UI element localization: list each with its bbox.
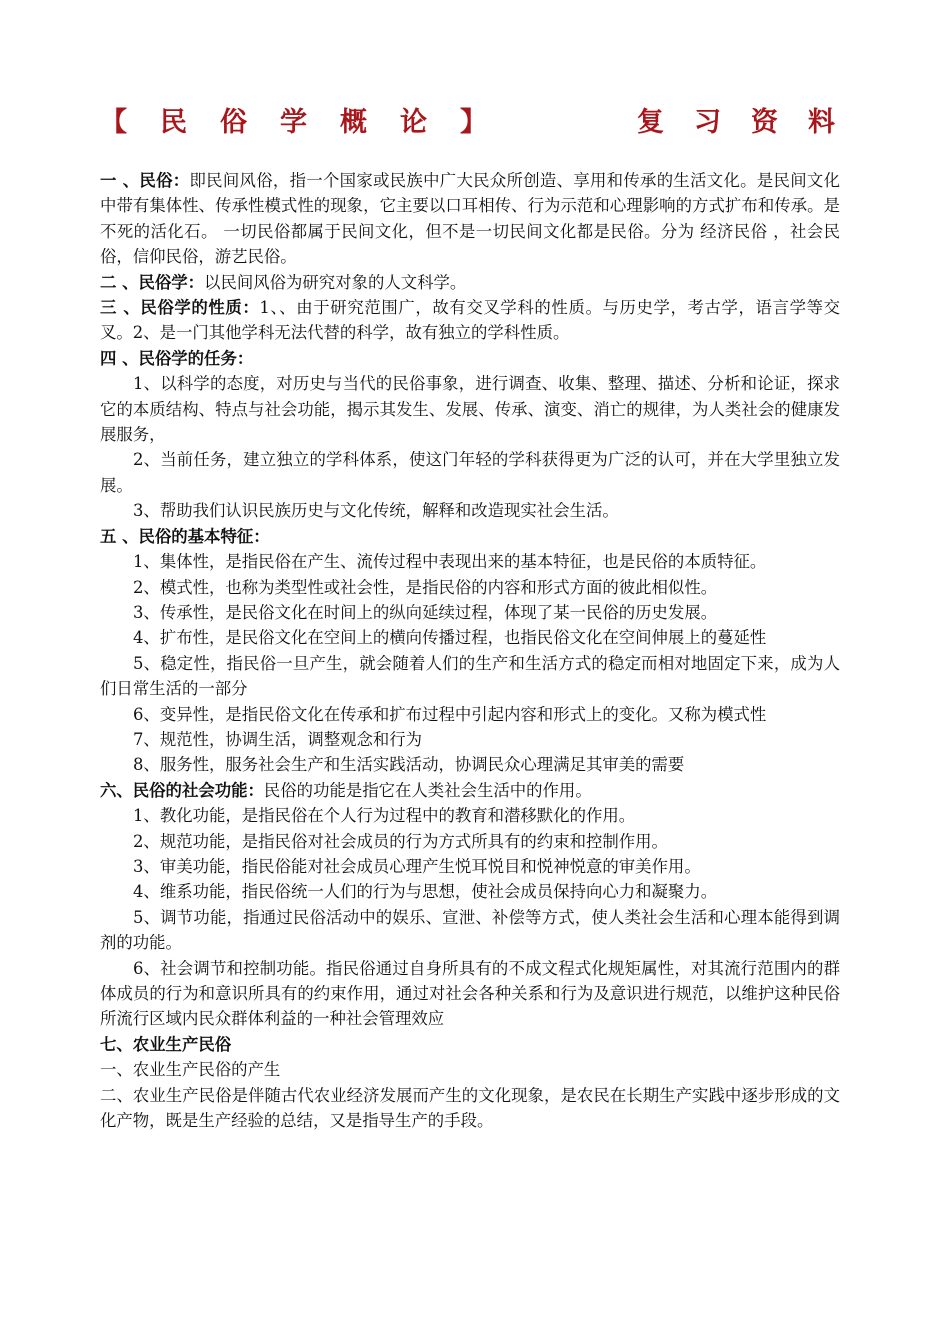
list-item: 8、服务性，服务社会生产和生活实践活动，协调民众心理满足其审美的需要 — [133, 755, 685, 775]
list-item: 4、扩布性，是民俗文化在空间上的横向传播过程，也指民俗文化在空间伸展上的蔓延性 — [133, 628, 767, 648]
list-item: 2、模式性，也称为类型性或社会性，是指民俗的内容和形式方面的彼此相似性。 — [133, 577, 718, 597]
section-3-text: 1、、由于研究范围广，故有交叉学科的性质。与历史学，考古学，语言学等交叉。2、是一门其他学科无法代替的科学，故有独立的学科性质。 — [100, 298, 840, 343]
section-7-heading: 七、农业生产民俗 — [100, 1034, 232, 1054]
section-6-heading: 六、民俗的社会功能： — [100, 780, 264, 800]
list-item: 6、变异性，是指民俗文化在传承和扩布过程中引起内容和形式上的变化。又称为模式性 — [133, 704, 767, 724]
list-item: 7、规范性，协调生活，调整观念和行为 — [133, 729, 423, 749]
section-2-text: 以民间风俗为研究对象的人文科学。 — [204, 272, 467, 292]
list-item: 1、教化功能，是指民俗在个人行为过程中的教育和潜移默化的作用。 — [133, 806, 636, 826]
list-item: 3、传承性，是民俗文化在时间上的纵向延续过程，体现了某一民俗的历史发展。 — [133, 602, 718, 622]
document-body — [100, 168, 840, 1133]
section-1 — [100, 168, 840, 270]
title-left: 【民俗学概论】 — [100, 107, 520, 138]
section-7-sub-2: 二、农业生产民俗是伴随古代农业经济发展而产生的文化现象，是农民在长期生产实践中逐步形成的文化产物，既是生产经验的总结，又是指导生产的手段。 — [100, 1085, 840, 1131]
section-1-heading: 一 、民俗： — [100, 171, 190, 190]
section-6-text: 民俗的功能是指它在人类社会生活中的作用。 — [263, 780, 592, 800]
list-item: 4、维系功能，指民俗统一人们的行为与思想，使社会成员保持向心力和凝聚力。 — [133, 882, 718, 902]
list-item: 5、稳定性，指民俗一旦产生，就会随着人们的生产和生活方式的稳定而相对地固定下来，成为人们日常生活的一部分 — [100, 653, 840, 699]
section-4-heading: 四 、民俗学的任务： — [100, 348, 254, 368]
list-item: 6、社会调节和控制功能。指民俗通过自身所具有的不成文程式化规矩属性，对其流行范围内的群体成员的行为和意识所具有的约束作用，通过对社会各种关系和行为及意识进行规范，以维护这种民俗所流行区域内民众群体利益的一种社会管理效应 — [100, 958, 840, 1029]
section-7-sub-1: 一、农业生产民俗的产生 — [100, 1060, 281, 1080]
section-2-heading: 二 、民俗学： — [100, 272, 205, 292]
section-2 — [100, 270, 840, 295]
section-3 — [100, 295, 840, 346]
document-title — [100, 100, 865, 140]
section-3-heading: 三 、民俗学的性质： — [100, 298, 260, 318]
list-item: 2、当前任务，建立独立的学科体系，使这门年轻的学科获得更为广泛的认可，并在大学里独立发展。 — [100, 450, 840, 495]
list-item: 2、规范功能，是指民俗对社会成员的行为方式所具有的约束和控制作用。 — [133, 831, 668, 851]
list-item: 3、帮助我们认识民族历史与文化传统，解释和改造现实社会生活。 — [133, 501, 619, 521]
list-item: 1、集体性，是指民俗在产生、流传过程中表现出来的基本特征，也是民俗的本质特征。 — [133, 552, 767, 572]
section-1-text: 即民间风俗，指一个国家或民族中广大民众所创造、享用和传承的生活文化。是民间文化中带有集体性、传承性模式性的现象，它主要以口耳相传、行为示范和心理影响的方式扩布和传承。是不死的活化石。 一切民俗都属于民间文化，但不是一切民间文化都是民俗。分为 经济民俗 ，社会民俗，信仰民俗，游艺民俗。 — [100, 171, 840, 267]
section-5-heading: 五 、民俗的基本特征： — [100, 526, 270, 546]
list-item: 3、审美功能，指民俗能对社会成员心理产生悦耳悦目和悦神悦意的审美作用。 — [133, 856, 701, 876]
list-item: 1、以科学的态度，对历史与当代的民俗事象，进行调查、收集、整理、描述、分析和论证，探求它的本质结构、特点与社会功能，揭示其发生、发展、传承、演变、消亡的规律，为人类社会的健康发展服务， — [100, 374, 840, 445]
section-6 — [100, 778, 840, 803]
list-item: 5、调节功能，指通过民俗活动中的娱乐、宣泄、补偿等方式，使人类社会生活和心理本能得到调剂的功能。 — [100, 907, 840, 953]
title-right: 复习资料 — [637, 107, 865, 138]
